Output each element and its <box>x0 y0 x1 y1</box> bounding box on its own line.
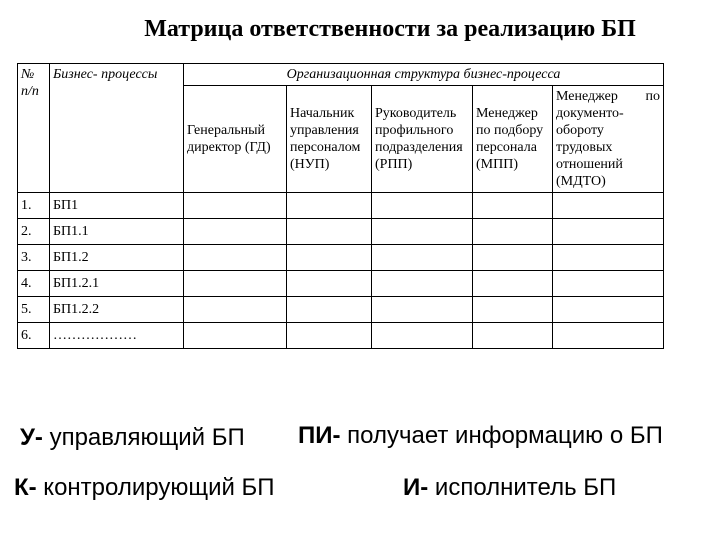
row-process: ……………… <box>50 323 184 349</box>
role-mpp: Менеджер по подбору персонала (МПП) <box>473 86 553 193</box>
cell <box>473 323 553 349</box>
cell <box>473 297 553 323</box>
cell <box>287 297 372 323</box>
cell <box>372 245 473 271</box>
legend-pi-text: получает информацию о БП <box>340 422 663 449</box>
table-row <box>18 193 664 219</box>
role-mdto-word-2: по <box>645 89 660 104</box>
table-row <box>18 297 664 323</box>
legend-u <box>20 424 245 452</box>
cell <box>287 271 372 297</box>
row-process: БП1.1 <box>50 219 184 245</box>
cell <box>372 323 473 349</box>
role-mdto-word-1: Менеджер <box>556 89 618 104</box>
role-nup: Начальник управления персоналом (НУП) <box>287 86 372 193</box>
cell <box>184 245 287 271</box>
header-org-structure: Организационная структура бизнес-процесса <box>184 64 664 86</box>
cell <box>184 219 287 245</box>
legend-k <box>14 474 275 502</box>
cell <box>184 323 287 349</box>
cell <box>184 271 287 297</box>
table-row <box>18 219 664 245</box>
row-process: БП1.2 <box>50 245 184 271</box>
cell <box>287 193 372 219</box>
legend-k-text: контролирующий БП <box>36 474 275 501</box>
table-header-row <box>18 64 664 86</box>
legend-k-key: К- <box>14 474 37 501</box>
row-num: 1. <box>18 193 50 219</box>
cell <box>473 245 553 271</box>
cell <box>553 323 664 349</box>
cell <box>473 193 553 219</box>
row-process: БП1 <box>50 193 184 219</box>
table-row <box>18 323 664 349</box>
role-rpp: Руководитель профильного подразделения (РПП) <box>372 86 473 193</box>
cell <box>287 245 372 271</box>
cell <box>372 219 473 245</box>
cell <box>287 323 372 349</box>
role-mdto <box>553 86 664 193</box>
cell <box>184 297 287 323</box>
role-gd: Генеральный директор (ГД) <box>184 86 287 193</box>
header-num: № п/п <box>18 64 50 193</box>
row-num: 5. <box>18 297 50 323</box>
cell <box>372 297 473 323</box>
responsibility-matrix-table <box>17 63 664 349</box>
legend-i-text: исполнитель БП <box>428 474 617 501</box>
role-mdto-rest: документо-обороту трудовых отношений (МДТО) <box>556 106 624 189</box>
legend-pi <box>298 422 663 450</box>
cell <box>287 219 372 245</box>
row-process: БП1.2.1 <box>50 271 184 297</box>
cell <box>553 193 664 219</box>
legend-pi-key: ПИ- <box>298 422 341 449</box>
cell <box>372 271 473 297</box>
cell <box>553 297 664 323</box>
cell <box>553 219 664 245</box>
header-process: Бизнес- процессы <box>50 64 184 193</box>
legend-u-text: управляющий БП <box>42 424 245 451</box>
cell <box>553 245 664 271</box>
cell <box>372 193 473 219</box>
legend-u-key: У- <box>20 424 43 451</box>
legend-i <box>403 474 616 502</box>
cell <box>553 271 664 297</box>
table-row <box>18 245 664 271</box>
cell <box>473 271 553 297</box>
legend-i-key: И- <box>403 474 429 501</box>
table-row <box>18 271 664 297</box>
row-num: 2. <box>18 219 50 245</box>
row-num: 4. <box>18 271 50 297</box>
page-title: Матрица ответственности за реализацию БП <box>144 16 636 42</box>
row-num: 3. <box>18 245 50 271</box>
cell <box>473 219 553 245</box>
cell <box>184 193 287 219</box>
row-num: 6. <box>18 323 50 349</box>
row-process: БП1.2.2 <box>50 297 184 323</box>
